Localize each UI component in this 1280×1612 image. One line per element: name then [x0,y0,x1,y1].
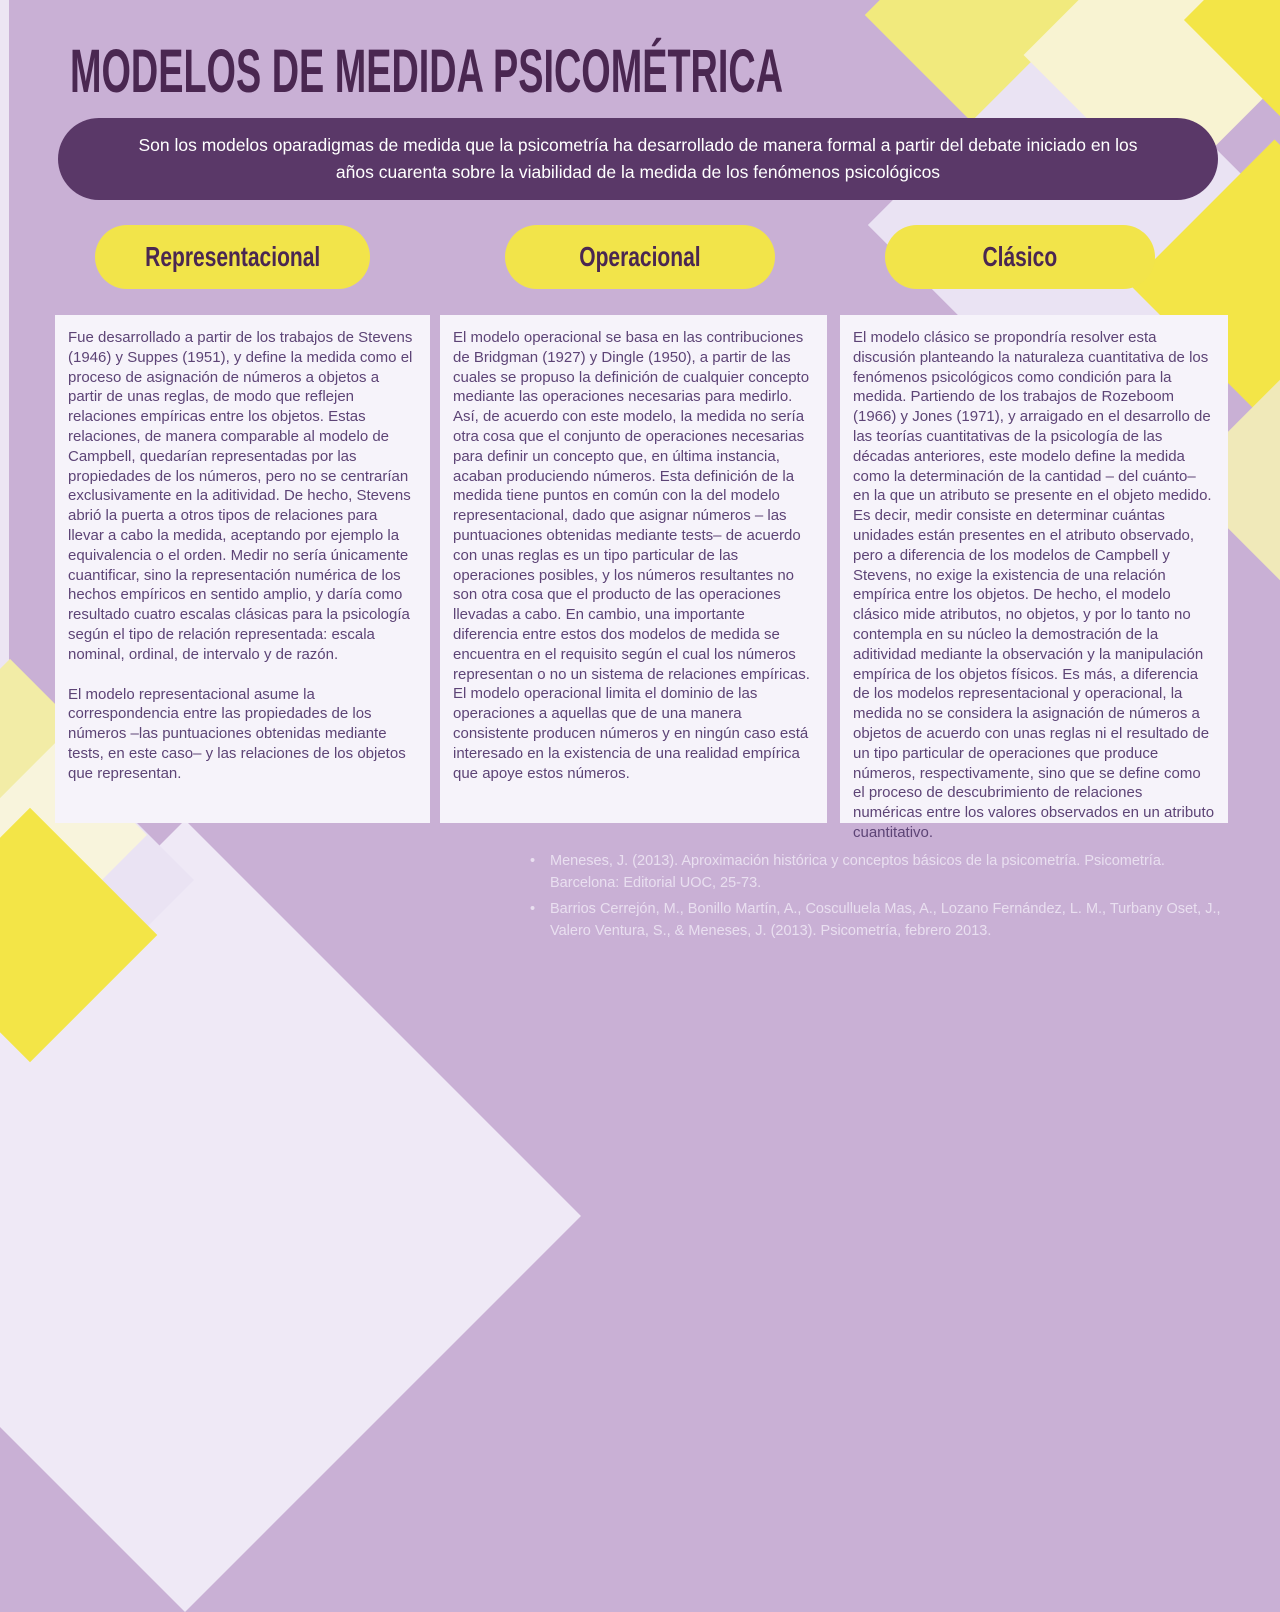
page-title-text: MODELOS DE MEDIDA PSICOMÉTRICA [70,37,784,105]
page-title [70,36,1220,106]
card-representacional-paragraph-2: El modelo representacional asume la correspondencia entre las propiedades de los números –las puntuaciones obtenidas mediante tests, en este caso– y las relaciones de los objetos que representan. [68,685,406,782]
subtitle-text: Son los modelos oparadigmas de medida que la psicometría ha desarrollado de manera formal a partir del debate iniciado en los años cuarenta sobre la viabilidad de la medida de los fenómenos psicológicos [138,135,1138,182]
pill-representacional-label: Representacional [144,241,321,272]
bullet-icon: • [530,853,536,869]
reference-2-text: Barrios Cerrejón, M., Bonillo Martín, A., Cosculluela Mas, A., Lozano Fernández, L. M., Turbany Oset, J., Valero Ventura, S., & Meneses, J. (2013). Psicometría, febrero 2013. [550,901,1221,939]
card-representacional [55,315,430,823]
pill-clasico [885,225,1155,289]
reference-item-2 [530,898,1230,942]
bullet-icon: • [530,901,536,917]
subtitle-banner [58,118,1218,200]
card-representacional-paragraph-1: Fue desarrollado a partir de los trabajos de Stevens (1946) y Suppes (1951), y define la medida como el proceso de asignación de números a objetos a partir de unas reglas, de modo que reflejen relaciones empíricas entre los objetos. Estas relaciones, de manera comparable al modelo de Campbell, quedarían representadas por las propiedades de los números, pero no se centrarían exclusivamente en la aditividad. De hecho, Stevens abrió la puerta a otros tipos de relaciones para llevar a cabo la medida, aceptando por ejemplo la equivalencia o el orden. Medir no sería únicamente cuantificar, sino la representación numérica de los hechos empíricos en sentido amplio, y daría como resultado cuatro escalas clásicas para la psicología según el tipo de relación representada: escala nominal, ordinal, de intervalo y de razón. [68,329,413,663]
card-operacional-paragraph-1: El modelo operacional se basa en las contribuciones de Bridgman (1927) y Dingle (1950), a partir de las cuales se propuso la definición de cualquier concepto mediante las operaciones necesarias para medirlo. Así, de acuerdo con este modelo, la medida no sería otra cosa que el conjunto de operaciones necesarias para definir un concepto que, en última instancia, acaban produciendo números. Esta definición de la medida tiene puntos en común con la del modelo representacional, dado que asignar números – las puntuaciones obtenidas mediante tests– de acuerdo con unas reglas es un tipo particular de las operaciones posibles, y los números resultantes no son otra cosa que el producto de las operaciones llevadas a cabo. En cambio, una importante diferencia entre estos dos modelos de medida se encuentra en el requisito según el cual los números representan o no un sistema de relaciones empíricas. [453,329,810,683]
card-clasico-paragraph-1: El modelo clásico se propondría resolver esta discusión planteando la naturaleza cuantitativa de los fenómenos psicológicos como condición para la medida. Partiendo de los trabajos de Rozeboom (1966) y Jones (1971), y arraigado en el desarrollo de las teorías cuantitativas de la psicología de las décadas anteriores, este modelo define la medida como la determinación de la cantidad – del cuánto– en la que un atributo se presente en el objeto medido. Es decir, medir consiste en determinar cuántas unidades están presentes en el atributo observado, pero a diferencia de los modelos de Campbell y Stevens, no exige la existencia de una relación empírica entre los objetos. De hecho, el modelo clásico mide atributos, no objetos, y por lo tanto no contempla en su núcleo la demostración de la aditividad mediante la observación y la manipulación empírica de los objetos físicos. Es más, a diferencia de los modelos representacional y operacional, la medida no se considera la asignación de números a objetos de acuerdo con unas reglas ni el resultado de un tipo particular de operaciones que produce números, respectivamente, sino que se define como el proceso de descubrimiento de relaciones numéricas entre los valores observados en un atributo cuantitativo. [853,329,1215,841]
pill-representacional [95,225,370,289]
references-list [530,850,1230,946]
card-operacional [440,315,827,823]
card-clasico [840,315,1228,841]
pill-clasico-label: Clásico [982,241,1058,272]
reference-item-1 [530,850,1230,894]
pill-operacional-label: Operacional [579,241,701,272]
card-operacional-paragraph-2: El modelo operacional limita el dominio de las operaciones a aquellas que de una manera consistente producen números y en ningún caso está interesado en la existencia de una realidad empírica que apoye estos números. [453,685,809,782]
reference-1-text: Meneses, J. (2013). Aproximación histórica y conceptos básicos de la psicometría. Psicometría. Barcelona: Editorial UOC, 25-73. [550,853,1165,891]
pill-operacional [505,225,775,289]
